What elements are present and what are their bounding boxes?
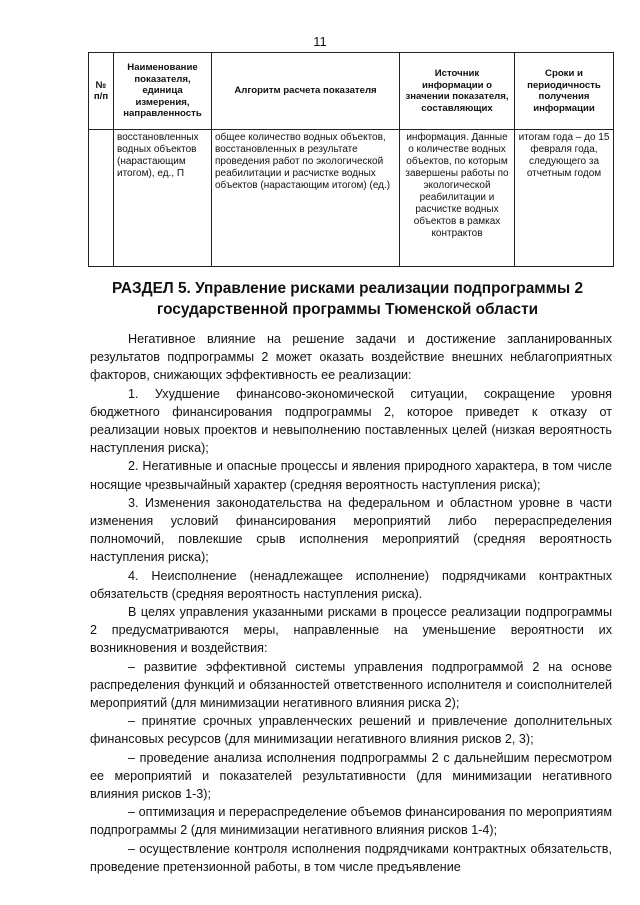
- header-algorithm: Алгоритм расчета показателя: [212, 53, 400, 130]
- cell-number: [89, 130, 114, 267]
- cell-period: итогам года – до 15 февраля года, следующего за отчетным годом: [515, 130, 614, 267]
- header-number: № п/п: [89, 53, 114, 130]
- paragraph-intro: Негативное влияние на решение задачи и достижение запланированных результатов подпрограммы 2 может оказать воздействие внешних неблагоприятных факторов, снижающих эффективность ее реализации:: [90, 332, 612, 383]
- cell-indicator-name: восстановленных водных объектов (нарастающим итогом), ед., П: [114, 130, 212, 267]
- risk-item-3: 3. Изменения законодательства на федеральном и областном уровне в части изменения условий финансирования мероприятий либо перераспределения полномочий, повлекшие срыв исполнения мероприятий (средняя вероятность наступления риска);: [90, 495, 612, 565]
- header-period: Сроки и периодичность получения информации: [515, 53, 614, 130]
- cell-source: информация. Данные о количестве водных объектов, по которым завершены работы по экологической реабилитации и расчистке водных объектов в рамках контрактов: [400, 130, 515, 267]
- body-text: [90, 330, 612, 876]
- measure-item-2: – принятие срочных управленческих решений и привлечение дополнительных финансовых ресурсов (для минимизации негативного влияния рисков 2, 3);: [90, 714, 612, 747]
- header-source: Источник информации о значении показателя, составляющих: [400, 53, 515, 130]
- measure-item-3: – проведение анализа исполнения подпрограммы 2 с дальнейшим пересмотром ее мероприятий и показателей результативности (для минимизации негативного влияния рисков 1-3);: [90, 750, 612, 802]
- page-number: 11: [313, 34, 327, 49]
- section-title: [70, 278, 625, 320]
- indicators-table: [88, 52, 614, 267]
- risk-item-1: 1. Ухудшение финансово-экономической ситуации, сокращение уровня бюджетного финансирования подпрограммы 2, которое приведет к отказу от реализации новых проектов и невыполнению поставленных целей (низкая вероятность наступления риска);: [90, 386, 612, 456]
- risk-item-4: 4. Неисполнение (ненадлежащее исполнение) подрядчиками контрактных обязательств (средняя вероятность наступления риска).: [90, 568, 612, 601]
- table-header-row: [89, 53, 614, 130]
- measure-item-1: – развитие эффективной системы управления подпрограммой 2 на основе распределения функций и обязанностей ответственного исполнителя и соисполнителей мероприятий (для минимизации негативного влияния риска 2);: [90, 659, 612, 711]
- measure-item-5: – осуществление контроля исполнения подрядчиками контрактных обязательств, проведение претензионной работы, в том числе предъявление: [90, 841, 612, 874]
- risk-item-2: 2. Негативные и опасные процессы и явления природного характера, в том числе носящие чрезвычайный характер (средняя вероятность наступления риска);: [90, 459, 612, 492]
- section-title-line-1: РАЗДЕЛ 5. Управление рисками реализации подпрограммы 2: [111, 280, 584, 297]
- section-title-line-2: государственной программы Тюменской области: [156, 301, 539, 318]
- table-row: [89, 130, 614, 267]
- paragraph-measures-intro: В целях управления указанными рисками в процессе реализации подпрограммы 2 предусматриваются меры, направленные на уменьшение вероятности их возникновения и воздействия:: [90, 605, 612, 656]
- measure-item-4: – оптимизация и перераспределение объемов финансирования по мероприятиям подпрограммы 2 (для минимизации негативного влияния рисков 1-4);: [90, 805, 612, 838]
- header-indicator-name: Наименование показателя, единица измерения, направленность: [114, 53, 212, 130]
- cell-algorithm: общее количество водных объектов, восстановленных в результате проведения работ по экологической реабилитации и расчистке водных объектов (нарастающим итогом) (ед.): [212, 130, 400, 267]
